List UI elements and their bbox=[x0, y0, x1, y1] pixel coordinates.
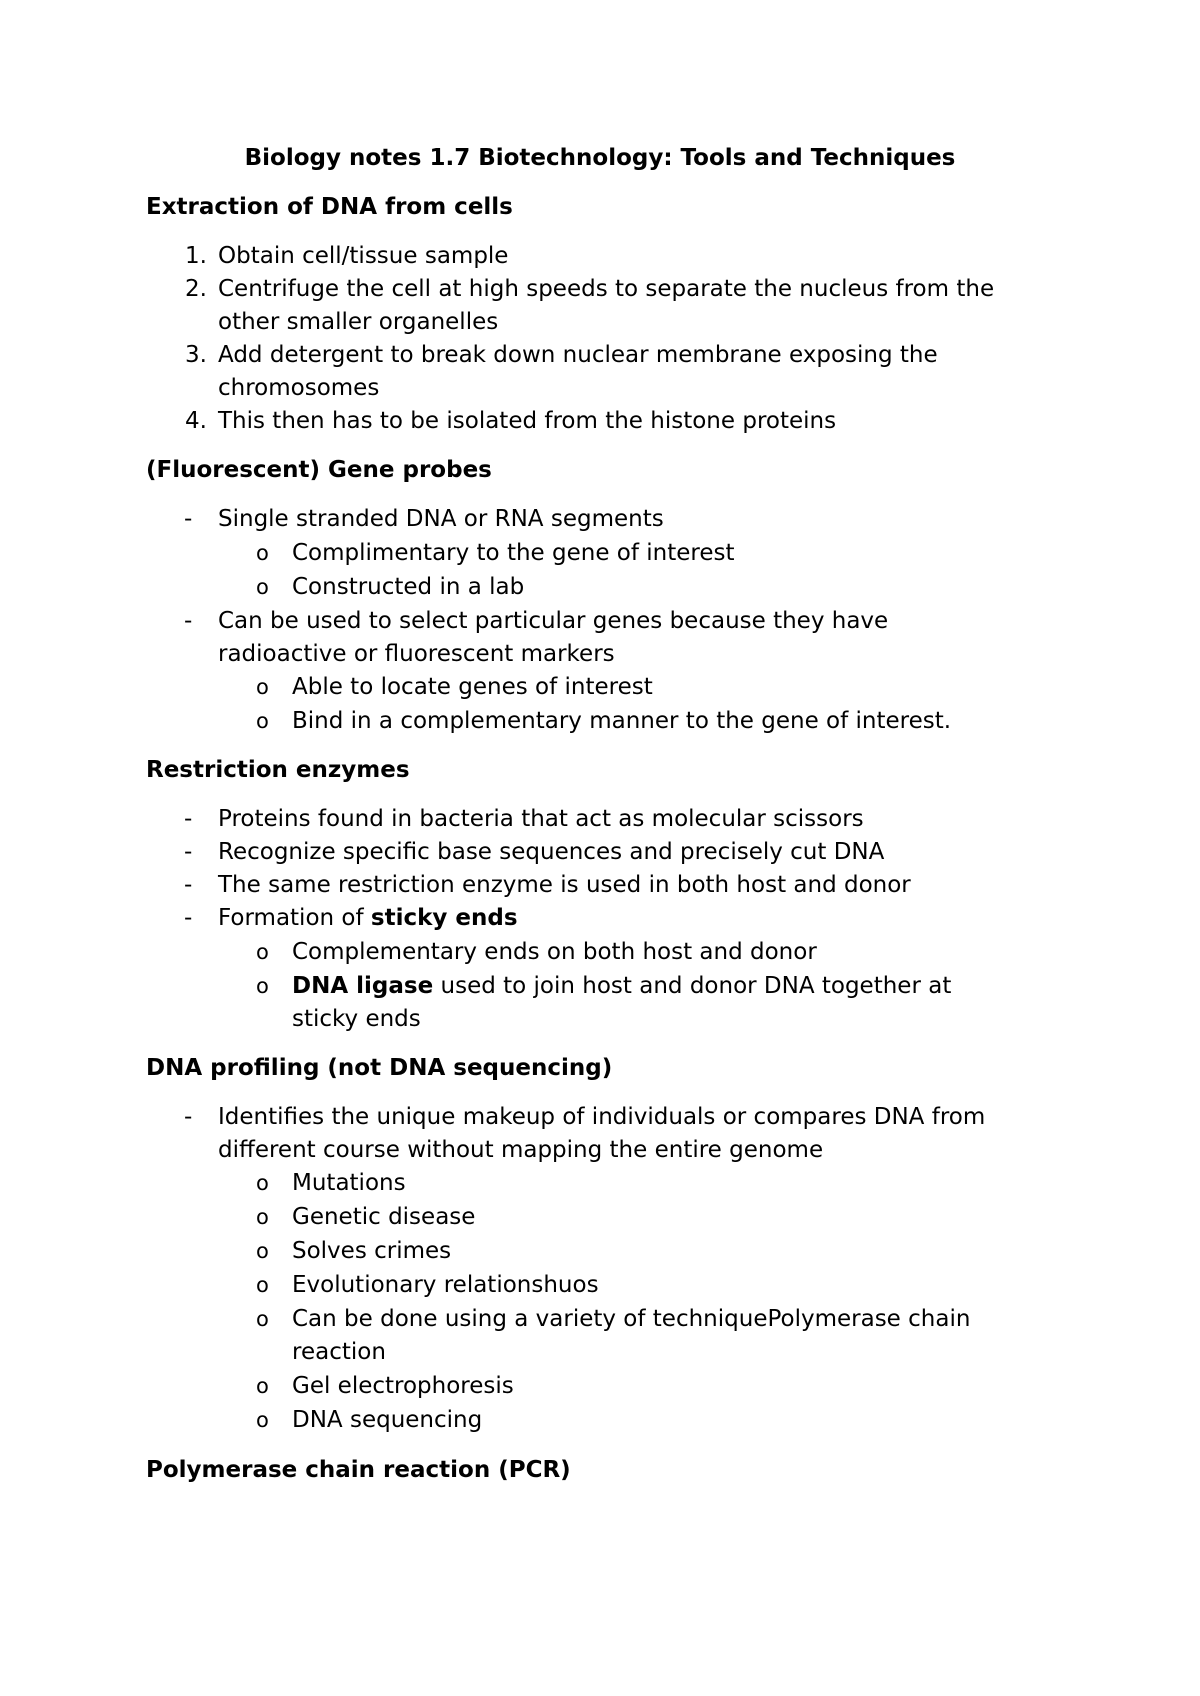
list-item-continued: radioactive or fluorescent markers bbox=[218, 641, 615, 667]
dash-bullet: - bbox=[184, 806, 193, 832]
heading-extraction: Extraction of DNA from cells bbox=[146, 194, 513, 220]
sub-list-item: Genetic disease bbox=[292, 1204, 476, 1230]
sub-list-item: Complementary ends on both host and donor bbox=[292, 939, 817, 965]
list-item-continued: chromosomes bbox=[218, 375, 380, 401]
list-item: Single stranded DNA or RNA segments bbox=[218, 506, 664, 532]
text-run: used to join host and donor DNA together at bbox=[433, 973, 952, 999]
dash-bullet: - bbox=[184, 872, 193, 898]
sub-list-item: Bind in a complementary manner to the gene of interest. bbox=[292, 708, 952, 734]
sub-list-item: Constructed in a lab bbox=[292, 574, 525, 600]
dash-bullet: - bbox=[184, 905, 193, 931]
sub-list-item: Can be done using a variety of techniquePolymerase chain bbox=[292, 1306, 971, 1332]
list-item: Recognize specific base sequences and precisely cut DNA bbox=[218, 839, 885, 865]
list-number: 4. bbox=[185, 408, 207, 434]
sub-bullet: o bbox=[256, 709, 269, 733]
heading-pcr: Polymerase chain reaction (PCR) bbox=[146, 1457, 571, 1483]
bold-term: DNA ligase bbox=[292, 973, 434, 999]
sub-bullet: o bbox=[256, 1307, 269, 1331]
list-item: Centrifuge the cell at high speeds to separate the nucleus from the bbox=[218, 276, 995, 302]
sub-bullet: o bbox=[256, 1273, 269, 1297]
heading-dna-profiling: DNA profiling (not DNA sequencing) bbox=[146, 1055, 613, 1081]
sub-list-item bbox=[292, 971, 951, 1001]
list-number: 1. bbox=[185, 243, 207, 269]
dash-bullet: - bbox=[184, 506, 193, 532]
list-item: Identifies the unique makeup of individuals or compares DNA from bbox=[218, 1104, 986, 1130]
list-item-continued: other smaller organelles bbox=[218, 309, 499, 335]
list-item: Can be used to select particular genes because they have bbox=[218, 608, 889, 634]
sub-list-item: DNA sequencing bbox=[292, 1407, 483, 1433]
sub-bullet: o bbox=[256, 541, 269, 565]
heading-gene-probes: (Fluorescent) Gene probes bbox=[146, 457, 492, 483]
list-item: Add detergent to break down nuclear membrane exposing the bbox=[218, 342, 938, 368]
sub-bullet: o bbox=[256, 1239, 269, 1263]
sub-bullet: o bbox=[256, 940, 269, 964]
sub-bullet: o bbox=[256, 1205, 269, 1229]
sub-bullet: o bbox=[256, 1408, 269, 1432]
sub-bullet: o bbox=[256, 1374, 269, 1398]
list-number: 2. bbox=[185, 276, 207, 302]
list-item bbox=[218, 903, 518, 933]
list-item: This then has to be isolated from the histone proteins bbox=[218, 408, 837, 434]
sub-list-item: Gel electrophoresis bbox=[292, 1373, 514, 1399]
list-item: Obtain cell/tissue sample bbox=[218, 243, 509, 269]
dash-bullet: - bbox=[184, 1104, 193, 1130]
sub-list-item: Able to locate genes of interest bbox=[292, 674, 653, 700]
sub-bullet: o bbox=[256, 974, 269, 998]
sub-list-item: Mutations bbox=[292, 1170, 406, 1196]
dash-bullet: - bbox=[184, 839, 193, 865]
sub-list-item: Evolutionary relationshuos bbox=[292, 1272, 599, 1298]
list-number: 3. bbox=[185, 342, 207, 368]
dash-bullet: - bbox=[184, 608, 193, 634]
sub-bullet: o bbox=[256, 675, 269, 699]
document-title: Biology notes 1.7 Biotechnology: Tools and Techniques bbox=[244, 145, 956, 171]
list-item-continued: different course without mapping the entire genome bbox=[218, 1137, 824, 1163]
sub-list-item-continued: reaction bbox=[292, 1339, 386, 1365]
sub-list-item: Complimentary to the gene of interest bbox=[292, 540, 735, 566]
list-item: The same restriction enzyme is used in both host and donor bbox=[218, 872, 911, 898]
heading-restriction-enzymes: Restriction enzymes bbox=[146, 757, 410, 783]
sub-bullet: o bbox=[256, 575, 269, 599]
text-run: Formation of bbox=[218, 905, 371, 931]
sub-list-item-continued: sticky ends bbox=[292, 1006, 421, 1032]
bold-term: sticky ends bbox=[370, 905, 518, 931]
sub-bullet: o bbox=[256, 1171, 269, 1195]
list-item: Proteins found in bacteria that act as molecular scissors bbox=[218, 806, 864, 832]
sub-list-item: Solves crimes bbox=[292, 1238, 452, 1264]
